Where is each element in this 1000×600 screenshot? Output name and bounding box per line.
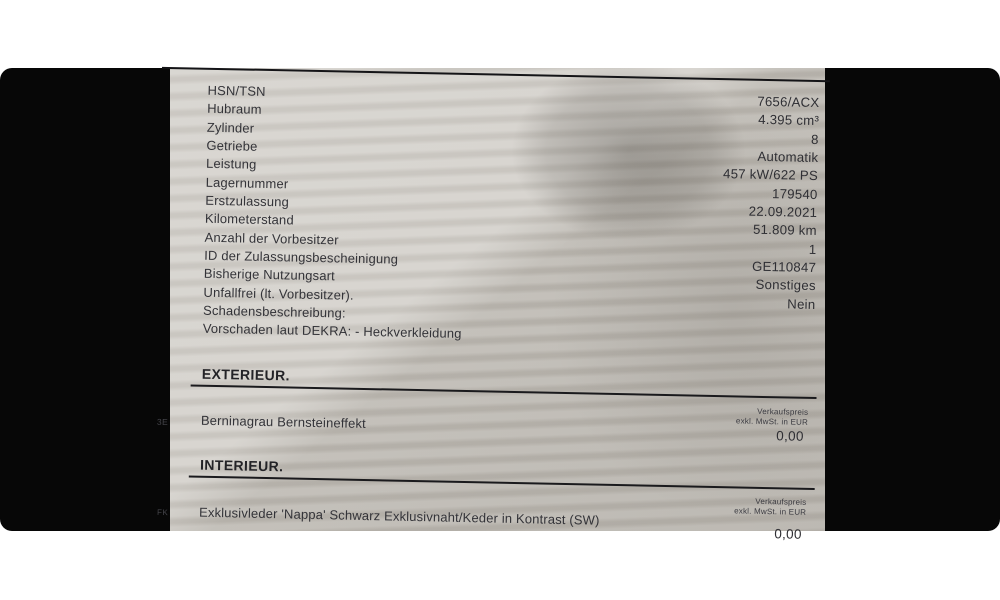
vehicle-spec-document — [156, 68, 825, 566]
spec-value: Automatik — [757, 148, 819, 166]
price-header-line1: Verkaufspreis — [757, 406, 809, 417]
spec-label: Leistung — [205, 156, 257, 173]
document-photo[interactable] — [156, 68, 825, 542]
spec-label: Kilometerstand — [204, 211, 294, 228]
spec-value: 179540 — [771, 185, 818, 202]
option-name-exterieur: Berninagrau Bernsteineffekt — [200, 412, 367, 432]
spec-label: ID der Zulassungsbescheinigung — [204, 247, 399, 267]
price-header-line2: exkl. MwSt. in EUR — [734, 506, 807, 517]
spec-table — [203, 83, 820, 352]
spec-value: Nein — [787, 296, 816, 312]
photo-panel — [0, 68, 1000, 542]
spec-value: 7656/ACX — [757, 93, 820, 111]
spec-value: 4.395 cm³ — [758, 112, 820, 129]
price-column-header-interieur — [591, 494, 806, 518]
spec-label: HSN/TSN — [207, 82, 266, 99]
option-code-exterieur: 3E — [156, 416, 169, 428]
spec-value: GE110847 — [751, 258, 817, 276]
header-rule — [162, 66, 830, 82]
spec-label: Erstzulassung — [205, 192, 290, 210]
price-value-interieur: 0,00 — [774, 526, 802, 542]
section-rule-exterieur — [191, 384, 817, 399]
damage-heading: Schadensbeschreibung: — [202, 302, 346, 321]
section-title-interieur: INTERIEUR. — [199, 456, 284, 475]
price-header-line1: Verkaufspreis — [755, 496, 807, 507]
damage-note: Vorschaden laut DEKRA: - Heckverkleidung — [202, 321, 462, 342]
spec-value: Sonstiges — [755, 277, 816, 294]
price-value-exterieur: 0,00 — [776, 428, 804, 444]
spec-value: 51.809 km — [752, 222, 818, 239]
spec-label: Anzahl der Vorbesitzer — [204, 229, 339, 248]
spec-label: Zylinder — [206, 119, 255, 136]
spec-label: Bisherige Nutzungsart — [203, 266, 336, 284]
option-code-interieur: FK — [156, 507, 169, 518]
spec-value: 22.09.2021 — [748, 203, 818, 221]
spec-label: Lagernummer — [205, 174, 289, 192]
section-title-exterieur: EXTERIEUR. — [201, 365, 291, 384]
spec-label: Unfallfrei (lt. Vorbesitzer). — [203, 284, 354, 303]
price-header-line2: exkl. MwSt. in EUR — [735, 416, 809, 427]
section-rule-interieur — [189, 475, 815, 490]
spec-label: Getriebe — [206, 137, 258, 154]
spec-value: 1 — [808, 241, 817, 257]
spec-label: Hubraum — [207, 101, 262, 118]
spec-value: 8 — [810, 131, 819, 147]
spec-value: 457 kW/622 PS — [722, 166, 819, 184]
option-name-interieur: Exklusivleder 'Nappa' Schwarz Exklusivnaht/Keder in Kontrast (SW) — [198, 504, 600, 528]
